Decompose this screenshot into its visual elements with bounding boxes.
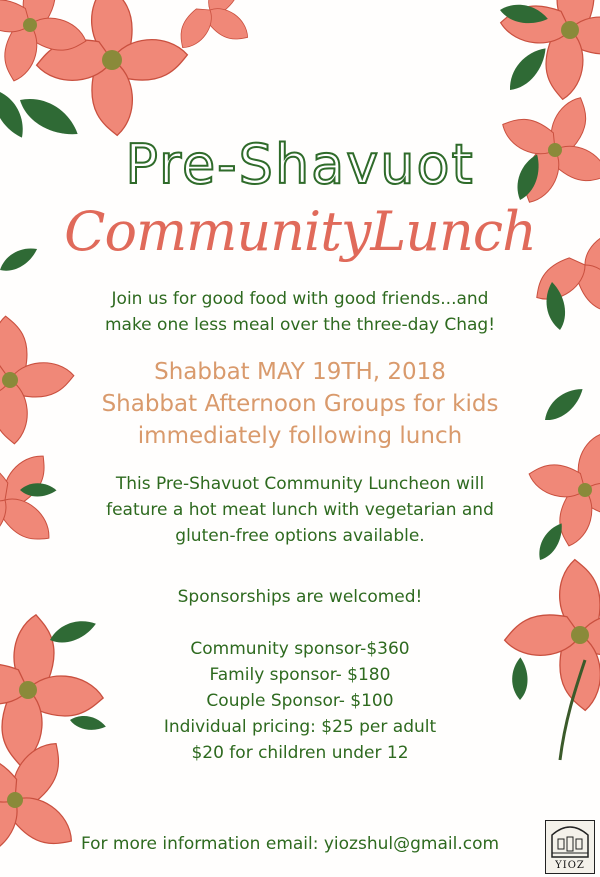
sponsorship-heading: Sponsorships are welcomed! [177,587,423,607]
kids-groups: Shabbat Afternoon Groups for kids [101,391,499,417]
price-couple-sponsor: Couple Sponsor- $100 [206,691,394,711]
event-date: Shabbat MAY 19TH, 2018 [154,359,446,385]
lunch-details [40,471,560,549]
kids-groups-timing: immediately following lunch [137,423,463,449]
logo-building-icon [546,821,594,859]
intro-line: Join us for good food with good friends...and [111,289,489,309]
intro-text [40,286,560,338]
event-date-block [40,356,560,452]
title-pre-shavuot: Pre-Shavuot [125,133,475,196]
price-family-sponsor: Family sponsor- $180 [209,665,391,685]
price-individual-adult: Individual pricing: $25 per adult [163,717,437,737]
intro-line: make one less meal over the three-day Chag! [104,315,496,335]
contact-email[interactable]: For more information email: yiozshul@gmail.com [80,834,500,854]
synagogue-logo-icon [545,820,595,874]
price-community-sponsor: Community sponsor-$360 [190,639,410,659]
details-line: This Pre-Shavuot Community Luncheon will [115,474,485,494]
logo-text: YIOZ [555,860,585,871]
details-line: feature a hot meat lunch with vegetarian and [106,500,494,520]
pricing-list [40,636,560,766]
title-community-lunch: CommunityLunch [64,200,536,263]
price-children: $20 for children under 12 [191,743,409,763]
details-line: gluten-free options available. [175,526,425,546]
